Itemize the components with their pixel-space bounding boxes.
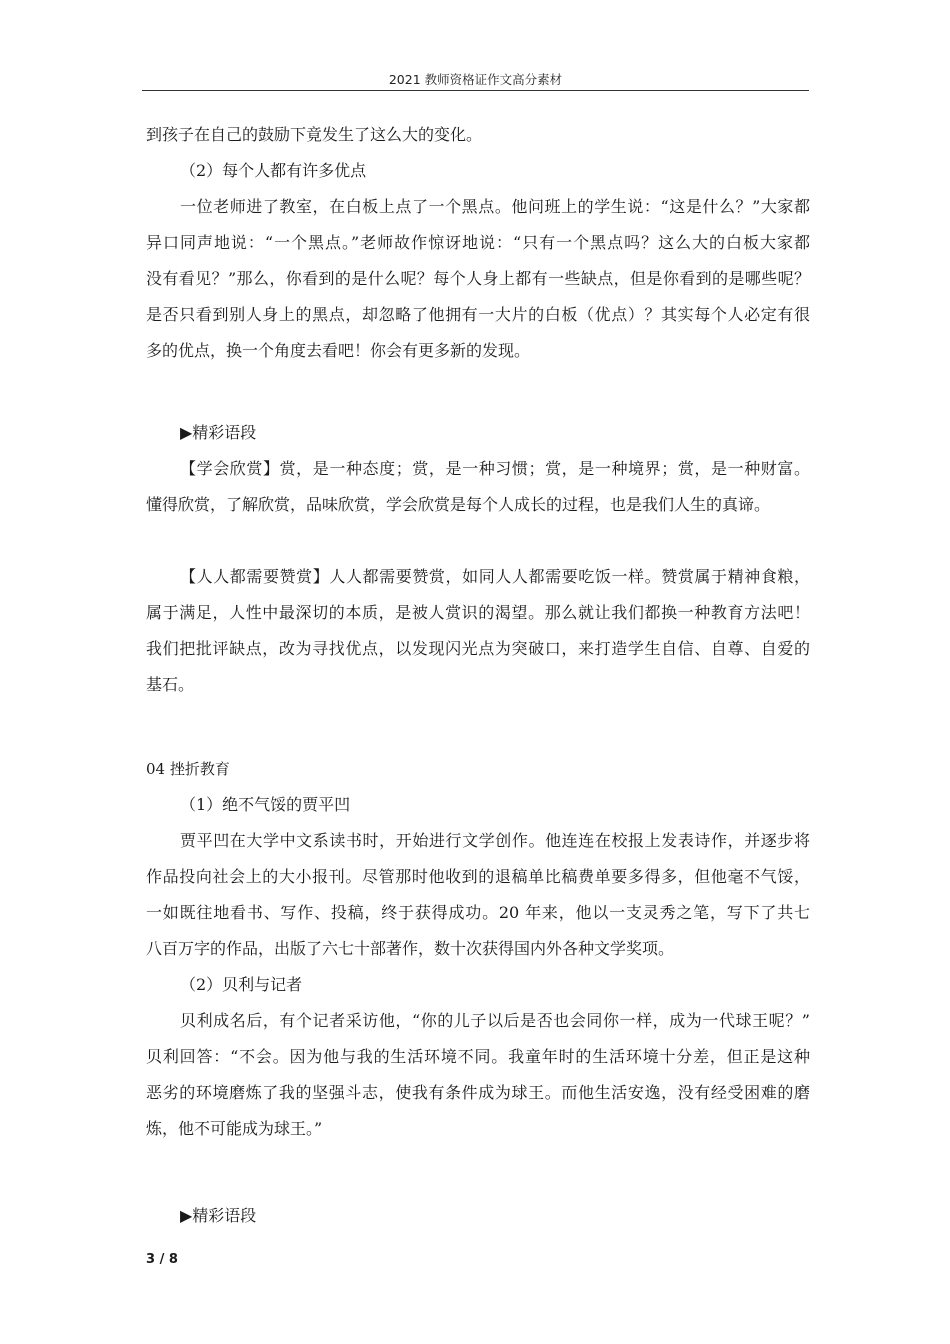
highlights-label: ▶精彩语段	[180, 423, 257, 442]
paragraph-line: 到孩子在自己的鼓励下竟发生了这么大的变化。	[146, 125, 483, 144]
story-heading: （2）每个人都有许多优点	[180, 161, 367, 180]
paragraph-line: 懂得欣赏，了解欣赏，品味欣赏，学会欣赏是每个人成长的过程，也是我们人生的真谛。	[146, 495, 771, 514]
paragraph-line: 没有看见？”那么，你看到的是什么呢？每个人身上都有一些缺点，但是你看到的是哪些呢？	[146, 269, 810, 288]
section-heading: 04 挫折教育	[146, 760, 230, 778]
paragraph-line: 八百万字的作品，出版了六七十部著作，数十次获得国内外各种文学奖项。	[146, 939, 675, 958]
highlights-label: ▶精彩语段	[180, 1206, 257, 1225]
header-divider	[142, 90, 809, 91]
paragraph-line: 是否只看到别人身上的黑点，却忽略了他拥有一大片的白板（优点）？其实每个人必定有很	[146, 305, 810, 324]
paragraph-line: 作品投向社会上的大小报刊。尽管那时他收到的退稿单比稿费单要多得多，但他毫不气馁，	[146, 867, 810, 886]
paragraph-line: 一位老师进了教室，在白板上点了一个黑点。他问班上的学生说：“这是什么？”大家都	[180, 197, 810, 216]
paragraph-line: 我们把批评缺点，改为寻找优点，以发现闪光点为突破口，来打造学生自信、自尊、自爱的	[146, 639, 810, 658]
story-heading: （1）绝不气馁的贾平凹	[180, 795, 351, 814]
paragraph-line: 基石。	[146, 675, 195, 694]
paragraph-line: 一如既往地看书、写作、投稿，终于获得成功。20 年来，他以一支灵秀之笔，写下了共七	[146, 903, 810, 922]
paragraph-line: 【人人都需要赞赏】人人都需要赞赏，如同人人都需要吃饭一样。赞赏属于精神食粮，	[180, 567, 810, 586]
paragraph-line: 【学会欣赏】赏，是一种态度；赏，是一种习惯；赏，是一种境界；赏，是一种财富。	[180, 459, 810, 478]
paragraph-line: 恶劣的环境磨炼了我的坚强斗志，使我有条件成为球王。而他生活安逸，没有经受困难的磨	[146, 1083, 810, 1102]
paragraph-line: 炼，他不可能成为球王。”	[146, 1119, 323, 1138]
story-heading: （2）贝利与记者	[180, 975, 303, 994]
paragraph-line: 属于满足，人性中最深切的本质，是被人赏识的渴望。那么就让我们都换一种教育方法吧！	[146, 603, 810, 622]
page-header: 2021 教师资格证作文高分素材	[388, 72, 563, 87]
paragraph-line: 贝利回答：“不会。因为他与我的生活环境不同。我童年时的生活环境十分差，但正是这种	[146, 1047, 810, 1066]
page-number: 3 / 8	[146, 1252, 178, 1267]
paragraph-line: 贾平凹在大学中文系读书时，开始进行文学创作。他连连在校报上发表诗作，并逐步将	[180, 831, 810, 850]
paragraph-line: 异口同声地说：“一个黑点。”老师故作惊讶地说：“只有一个黑点吗？这么大的白板大家都	[146, 233, 810, 252]
paragraph-line: 多的优点，换一个角度去看吧！你会有更多新的发现。	[146, 341, 531, 360]
paragraph-line: 贝利成名后，有个记者采访他，“你的儿子以后是否也会同你一样，成为一代球王呢？”	[180, 1011, 810, 1030]
